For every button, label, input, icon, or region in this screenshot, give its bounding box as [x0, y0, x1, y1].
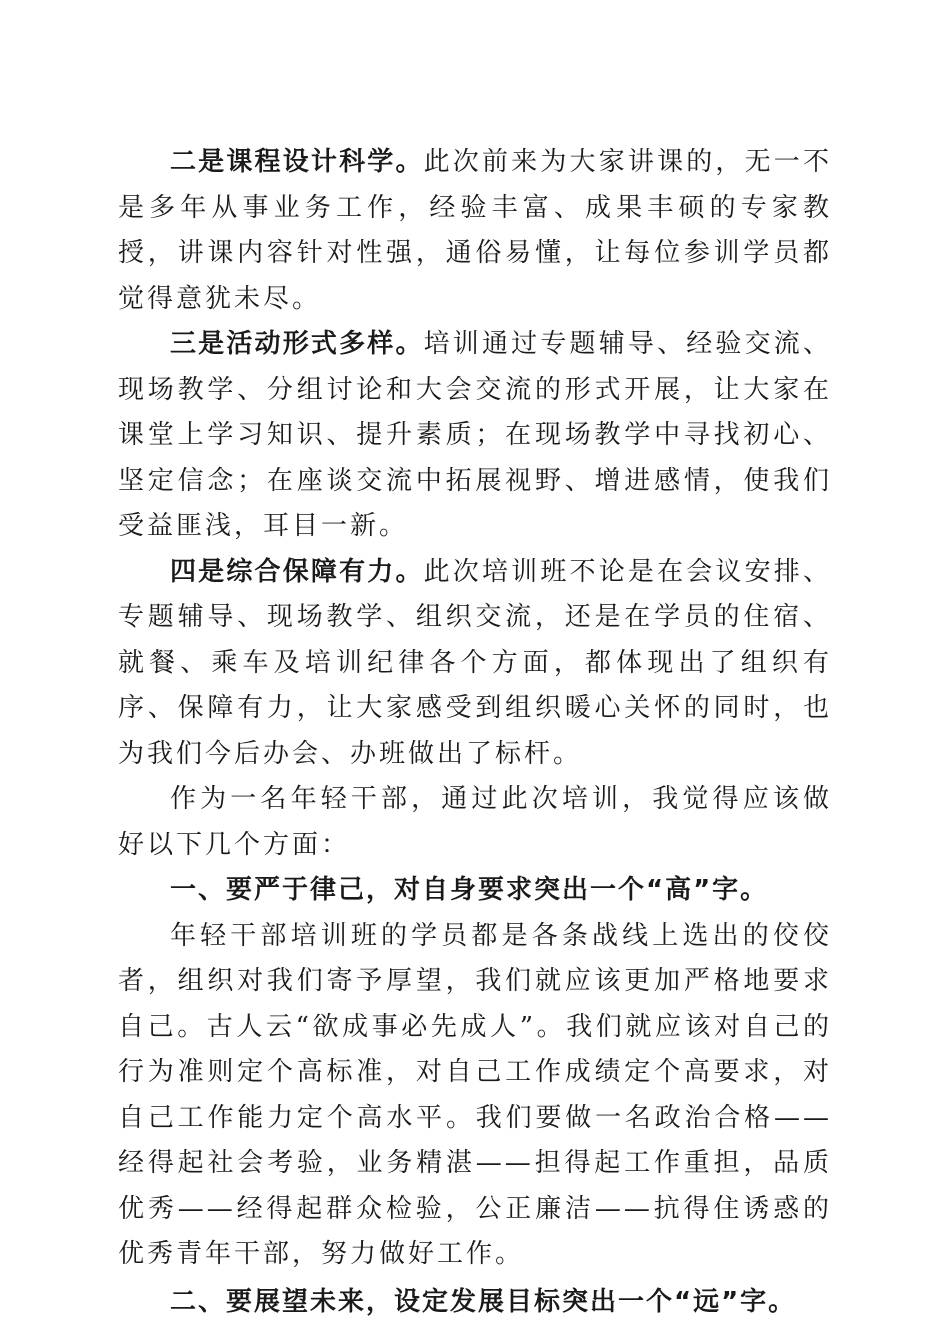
paragraph-text: 培训通过专题辅导、经验交流、现场教学、分组讨论和大会交流的形式开展，让大家在课堂上学习知识、提升素质；在现场教学中寻找初心、坚定信念；在座谈交流中拓展视野、增进感情，使我们受益匪浅，耳目一新。 [118, 329, 832, 541]
paragraph-course-design [118, 140, 832, 322]
section-body-1: 年轻干部培训班的学员都是各条战线上选出的佼佼者，组织对我们寄予厚望，我们就应该更加严格地要求自己。古人云“欲成事必先成人”。我们就应该对自己的行为准则定个高标准，对自己工作成绩定个高要求，对自己工作能力定个高水平。我们要做一名政治合格——经得起社会考验，业务精湛——担得起工作重担，品质优秀——经得起群众检验，公正廉洁——抗得住诱惑的优秀青年干部，努力做好工作。 [118, 920, 832, 1269]
paragraph-text: 作为一名年轻干部，通过此次培训，我觉得应该做好以下几个方面： [118, 784, 832, 860]
paragraph-activity-forms [118, 322, 832, 550]
paragraph-lead: 三是活动形式多样。 [170, 329, 424, 359]
paragraph-support [118, 550, 832, 778]
paragraph-text: 此次培训班不论是在会议安排、专题辅导、现场教学、组织交流，还是在学员的住宿、就餐、乘车及培训纪律各个方面，都体现出了组织有序、保障有力，让大家感受到组织暖心关怀的同时，也为我们今后办会、办班做出了标杆。 [118, 556, 832, 769]
section-heading-1: 一、要严于律己，对自身要求突出一个“高”字。 [170, 875, 769, 905]
section-heading-2: 二、要展望未来，设定发展目标突出一个“远”字。 [170, 1286, 797, 1317]
paragraph-lead: 四是综合保障有力。 [170, 556, 424, 587]
paragraph-text: 此次前来为大家讲课的，无一不是多年从事业务工作，经验丰富、成果丰硕的专家教授，讲课内容针对性强，通俗易懂，让每位参训学员都觉得意犹未尽。 [118, 147, 832, 314]
document-body [118, 140, 832, 1325]
paragraph-intro [118, 777, 832, 868]
paragraph-lead: 二是课程设计科学。 [170, 147, 424, 177]
